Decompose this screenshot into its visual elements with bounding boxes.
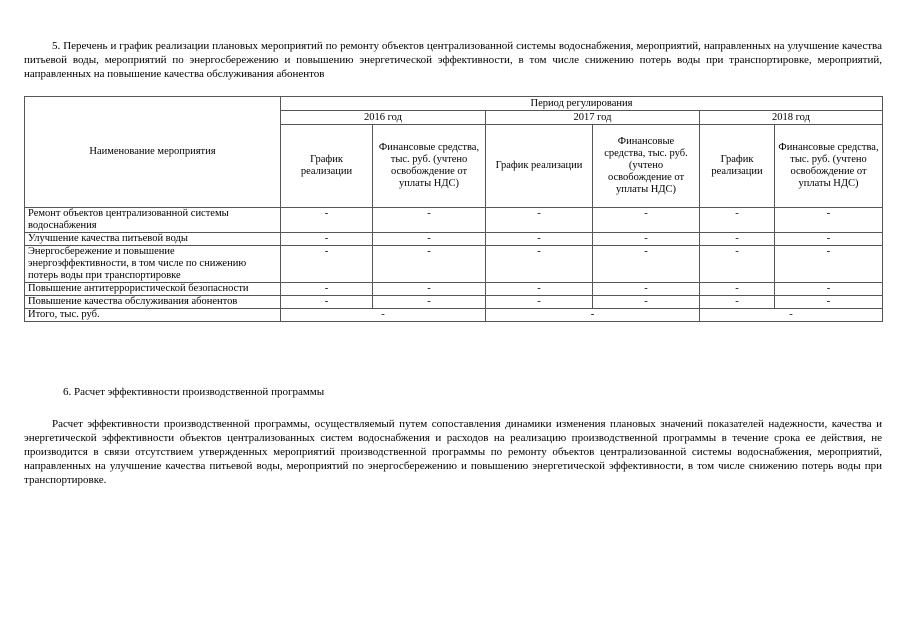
col-header-schedule: График реализации xyxy=(700,125,775,208)
section-6-paragraph: Расчет эффективности производственной программы, осуществляемый путем сопоставления динамики изменения плановых значений показателей надежности, качества и энергетической эффективности объектов централизованных систем водоснабжения и расходов на реализацию производственной программы в течение срока ее действия, не производится в связи отсутствием утвержденных мероприятий производственной программы по ремонту объектов централизованной системы водоснабжения, мероприятий, направленных на улучшение качества питьевой воды, мероприятий по энергосбережению и повышению энергетической эффективности, в том числе снижению потерь воды при транспортировке. xyxy=(24,418,882,486)
cell-value: - xyxy=(486,296,593,309)
cell-value: - xyxy=(700,233,775,246)
col-header-name: Наименование мероприятия xyxy=(25,97,281,208)
cell-value: - xyxy=(373,283,486,296)
cell-value: - xyxy=(700,283,775,296)
cell-value: - xyxy=(593,246,700,283)
table-row xyxy=(25,296,883,309)
cell-value: - xyxy=(486,246,593,283)
col-header-finance: Финансовые средства, тыс. руб. (учтено освобождение от уплаты НДС) xyxy=(373,125,486,208)
cell-value: - xyxy=(373,296,486,309)
cell-value: - xyxy=(775,246,883,283)
total-value-2016: - xyxy=(281,309,486,322)
total-value-2018: - xyxy=(700,309,883,322)
col-header-finance: Финансовые средства, тыс. руб. (учтено освобождение от уплаты НДС) xyxy=(775,125,883,208)
col-header-year-2018: 2018 год xyxy=(700,111,883,125)
cell-value: - xyxy=(373,246,486,283)
cell-value: - xyxy=(775,208,883,233)
section-6-heading: 6. Расчет эффективности производственной программы xyxy=(63,386,325,398)
row-name: Ремонт объектов централизованной системы водоснабжения xyxy=(25,208,281,233)
col-header-schedule: График реализации xyxy=(486,125,593,208)
row-name: Повышение антитеррористической безопасности xyxy=(25,283,281,296)
cell-value: - xyxy=(373,208,486,233)
col-header-period: Период регулирования xyxy=(281,97,883,111)
cell-value: - xyxy=(775,296,883,309)
table-row xyxy=(25,283,883,296)
cell-value: - xyxy=(593,296,700,309)
cell-value: - xyxy=(281,233,373,246)
cell-value: - xyxy=(593,233,700,246)
cell-value: - xyxy=(486,283,593,296)
cell-value: - xyxy=(486,208,593,233)
cell-value: - xyxy=(775,283,883,296)
cell-value: - xyxy=(281,296,373,309)
cell-value: - xyxy=(700,246,775,283)
cell-value: - xyxy=(281,246,373,283)
cell-value: - xyxy=(373,233,486,246)
cell-value: - xyxy=(700,208,775,233)
col-header-year-2017: 2017 год xyxy=(486,111,700,125)
cell-value: - xyxy=(700,296,775,309)
table-row xyxy=(25,208,883,233)
measures-table xyxy=(24,96,883,322)
row-name: Улучшение качества питьевой воды xyxy=(25,233,281,246)
cell-value: - xyxy=(281,208,373,233)
table-row xyxy=(25,233,883,246)
row-name: Энергосбережение и повышение энергоэффективности, в том числе по снижению потерь воды при транспортировке xyxy=(25,246,281,283)
col-header-schedule: График реализации xyxy=(281,125,373,208)
cell-value: - xyxy=(775,233,883,246)
row-name: Повышение качества обслуживания абонентов xyxy=(25,296,281,309)
col-header-finance: Финансовые средства, тыс. руб. (учтено освобождение от уплаты НДС) xyxy=(593,125,700,208)
cell-value: - xyxy=(281,283,373,296)
section-5-paragraph: 5. Перечень и график реализации плановых мероприятий по ремонту объектов централизованной системы водоснабжения, мероприятий, направленных на улучшение качества питьевой воды, мероприятий по энергосбережению и повышению энергетической эффективности, в том числе снижению потерь воды при транспортировке, мероприятий, направленных на повышение качества обслуживания абонентов xyxy=(24,40,882,80)
table-row xyxy=(25,246,883,283)
total-value-2017: - xyxy=(486,309,700,322)
col-header-year-2016: 2016 год xyxy=(281,111,486,125)
cell-value: - xyxy=(593,208,700,233)
cell-value: - xyxy=(486,233,593,246)
total-label: Итого, тыс. руб. xyxy=(25,309,281,322)
cell-value: - xyxy=(593,283,700,296)
table-total-row xyxy=(25,309,883,322)
